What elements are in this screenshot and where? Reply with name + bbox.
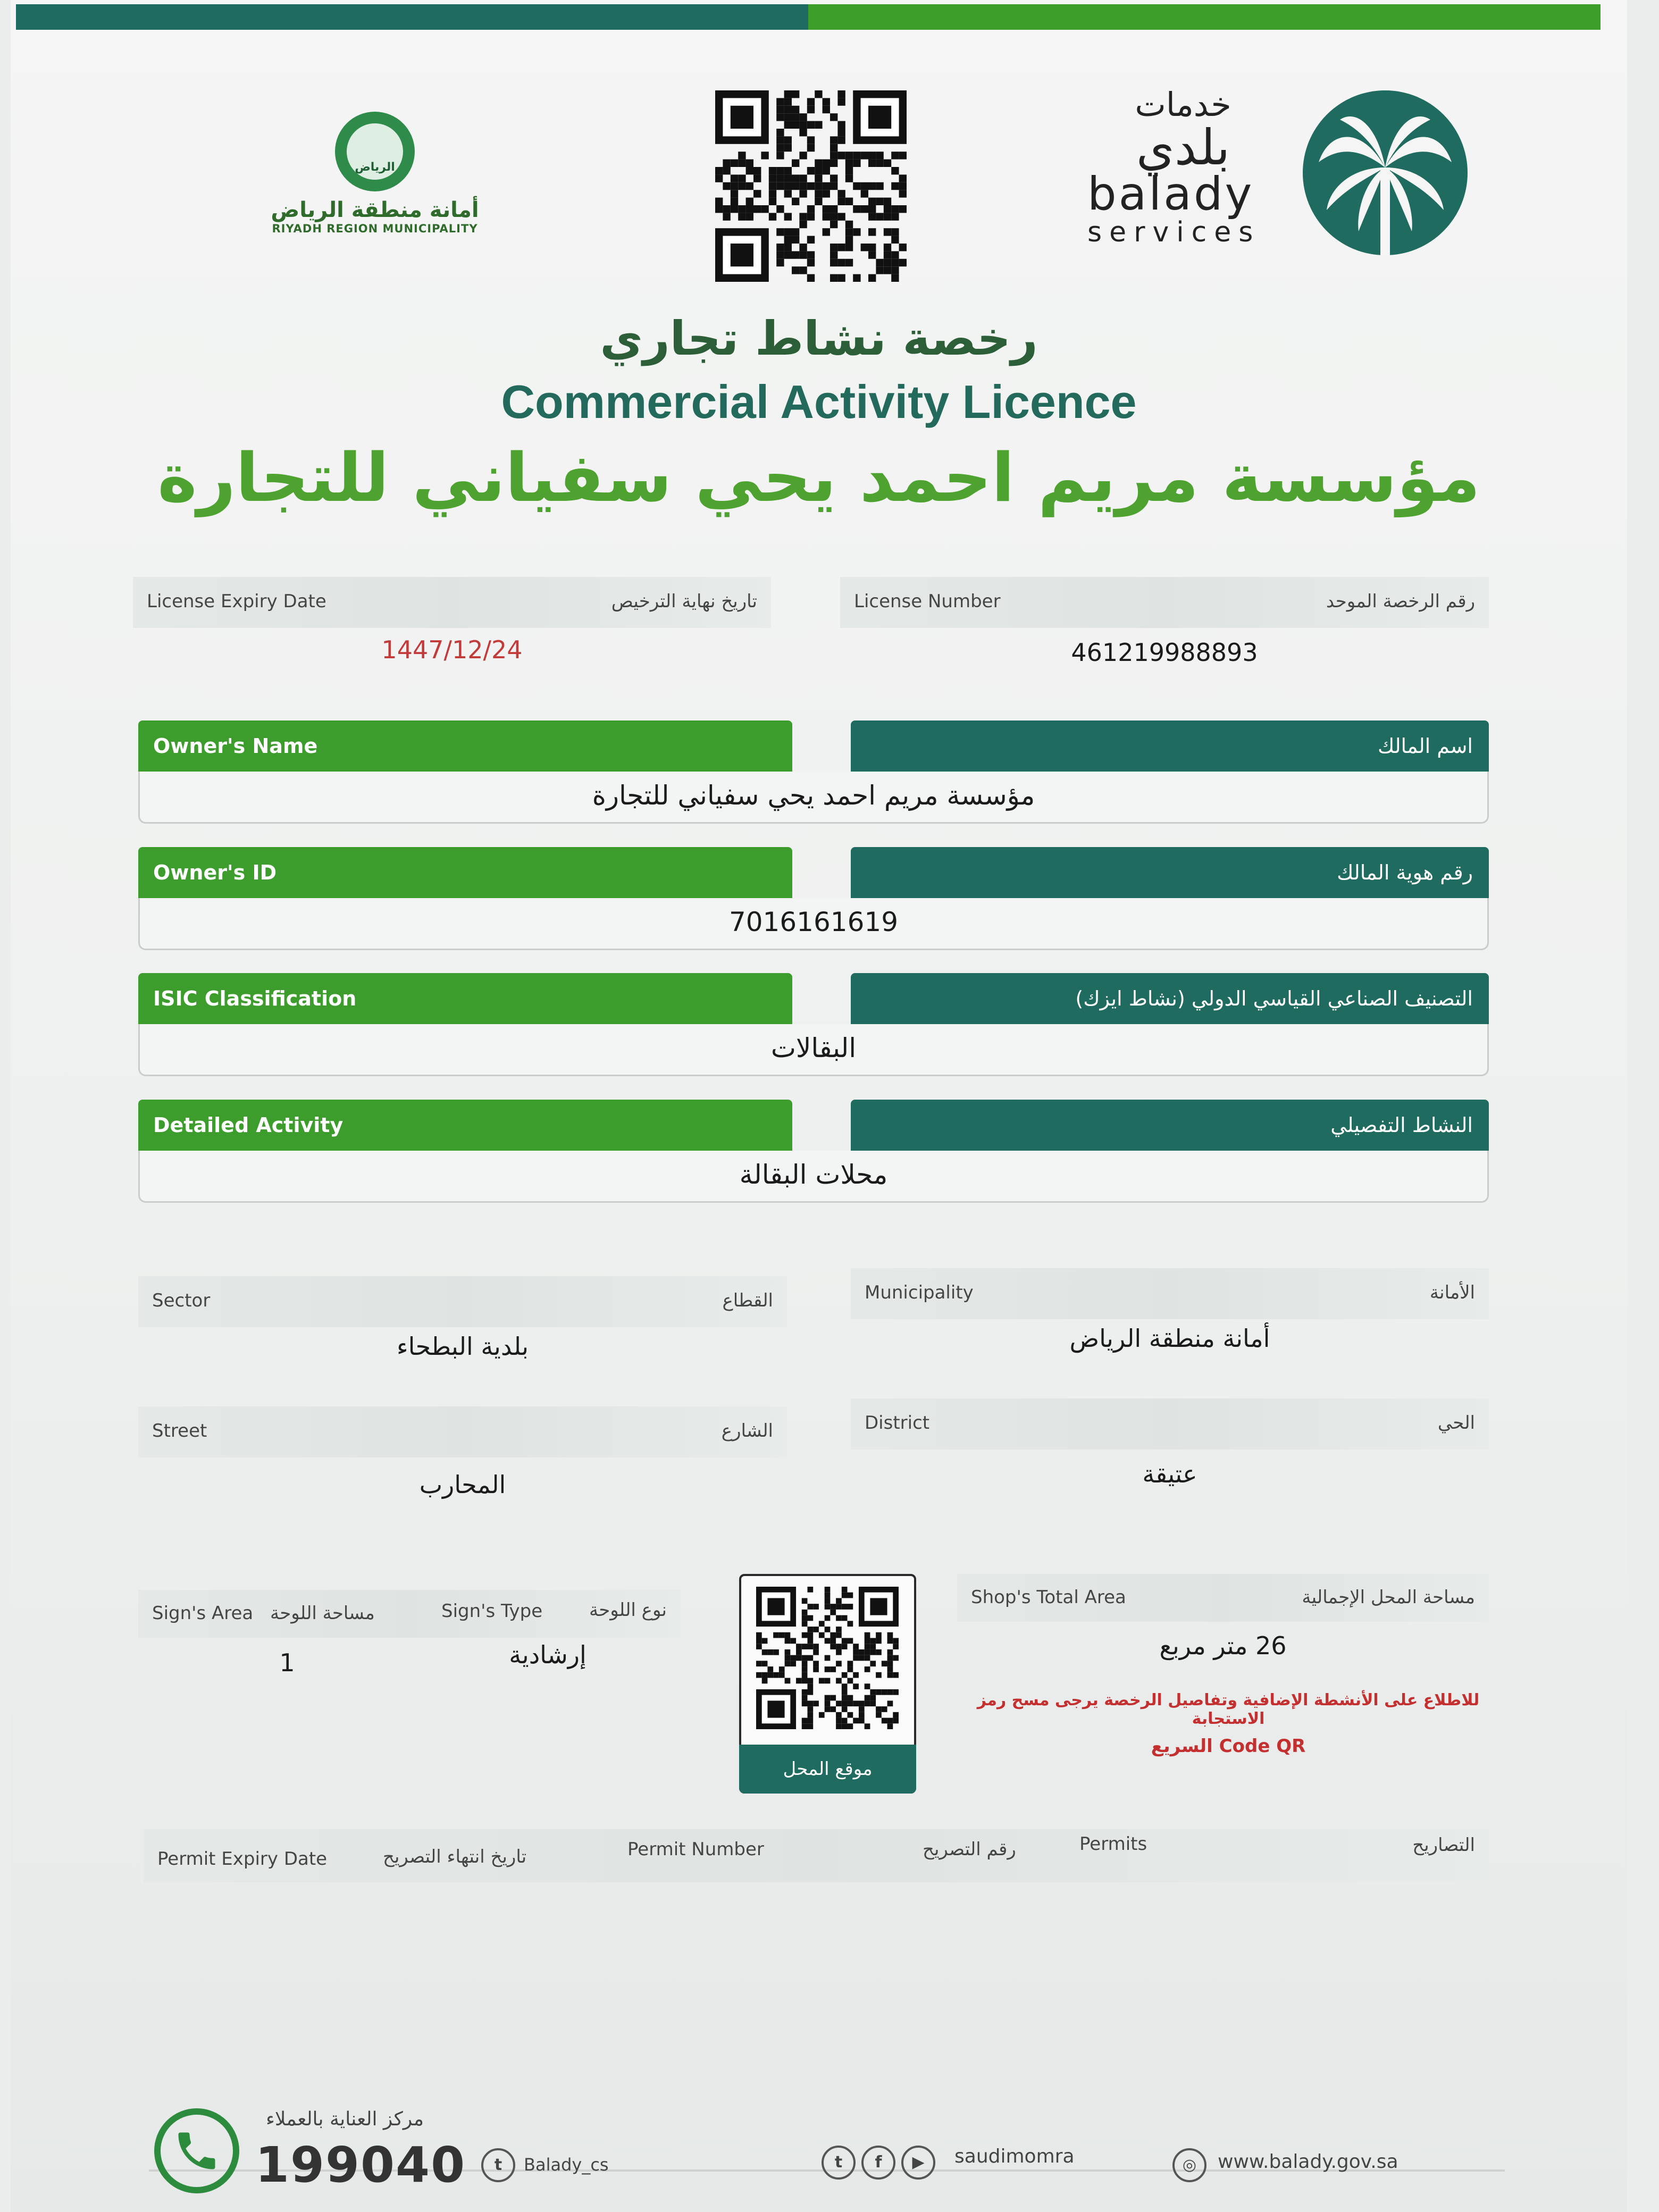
twitter-icon: t [481, 2148, 515, 2182]
permits-label-en: Permits [1079, 1833, 1147, 1855]
riyadh-logo-english: RIYADH REGION MUNICIPALITY [272, 222, 478, 235]
permits-box [144, 1829, 1489, 1882]
balady-services-en: services [1087, 216, 1261, 248]
license-number-value: 461219988893 [1071, 638, 1258, 667]
street-label-ar: الشارع [721, 1420, 773, 1442]
qr-notice [968, 1691, 1489, 1757]
phone-icon [154, 2108, 239, 2193]
sign-area-label-ar: مساحة اللوحة [270, 1603, 375, 1624]
owner-id-label-ar: رقم هوية المالك [851, 847, 1489, 898]
license-title-arabic: رخصة نشاط تجاري [600, 311, 1038, 366]
permit-expiry-label-ar: تاريخ انتهاء التصريح [383, 1846, 527, 1867]
permit-expiry-label-en: Permit Expiry Date [157, 1848, 328, 1870]
balady-en: balady [1087, 167, 1254, 221]
license-expiry-value: 1447/12/24 [381, 635, 523, 664]
detailed-activity-value: محلات البقالة [739, 1159, 888, 1190]
municipality-box [851, 1268, 1489, 1319]
detailed-activity-label-en: Detailed Activity [138, 1100, 792, 1151]
twitter-handle[interactable]: Balady_cs [524, 2155, 609, 2175]
sign-type-value: إرشادية [509, 1640, 586, 1669]
license-document [11, 0, 1627, 2212]
twitter-icon-2: t [822, 2146, 856, 2180]
shop-location-qr[interactable] [739, 1574, 916, 1794]
owner-id-section [138, 847, 1489, 953]
riyadh-logo-arabic: أمانة منطقة الرياض [271, 198, 479, 222]
establishment-name: مؤسسة مريم احمد يحي سفياني للتجارة [157, 439, 1480, 517]
balady-ar-top: خدمات [1135, 85, 1231, 124]
customer-care-number[interactable]: 199040 [255, 2136, 466, 2193]
street-box [138, 1406, 787, 1457]
permit-number-label-ar: رقم التصريح [923, 1839, 1016, 1860]
shop-qr-code-icon[interactable] [756, 1587, 899, 1729]
municipality-label-en: Municipality [865, 1282, 974, 1303]
sector-label-ar: القطاع [722, 1290, 773, 1311]
municipality-label-ar: الأمانة [1429, 1282, 1475, 1303]
detailed-activity-label-ar: النشاط التفصيلي [851, 1100, 1489, 1151]
permits-label-ar: التصاريح [1412, 1834, 1475, 1856]
social-handle[interactable]: saudimomra [954, 2146, 1075, 2167]
sector-label-en: Sector [152, 1290, 211, 1311]
detailed-activity-section [138, 1100, 1489, 1206]
license-qr-code-icon[interactable] [715, 90, 907, 282]
municipality-value: أمانة منطقة الرياض [1069, 1324, 1270, 1353]
street-label-en: Street [152, 1420, 207, 1442]
riyadh-emblem-icon [335, 112, 415, 191]
permit-number-label-en: Permit Number [627, 1839, 764, 1860]
balady-ar: بلدي [1136, 119, 1230, 176]
sign-type-label-ar: نوع اللوحة [589, 1599, 667, 1621]
emblem-text: الرياض [355, 161, 395, 174]
district-value: عتيقة [1142, 1460, 1197, 1488]
qr-notice-line2: Code QR السريع [1151, 1736, 1306, 1757]
license-number-label-en: License Number [854, 591, 1001, 612]
balady-palm-logo-icon [1297, 88, 1473, 258]
globe-icon: ◎ [1172, 2148, 1206, 2182]
balady-services-wordmark [1087, 85, 1279, 261]
sector-value: بلدية البطحاء [396, 1332, 529, 1361]
sign-box [138, 1590, 681, 1638]
shop-area-label-en: Shop's Total Area [971, 1587, 1126, 1608]
owner-name-label-ar: اسم المالك [851, 720, 1489, 772]
license-number-box [840, 577, 1489, 628]
facebook-icon: f [861, 2146, 895, 2180]
youtube-icon: ▶ [901, 2146, 935, 2180]
shop-area-box [957, 1574, 1489, 1622]
owner-name-section [138, 720, 1489, 827]
isic-label-en: ISIC Classification [138, 973, 792, 1024]
website-link[interactable]: www.balady.gov.sa [1218, 2151, 1398, 2173]
license-title-english: Commercial Activity Licence [501, 375, 1137, 428]
isic-label-ar: التصنيف الصناعي القياسي الدولي (نشاط ايزك) [851, 973, 1489, 1024]
district-label-ar: الحي [1437, 1412, 1475, 1434]
license-expiry-label-en: License Expiry Date [147, 591, 326, 612]
sector-box [138, 1276, 787, 1327]
top-color-bar [16, 4, 1601, 30]
riyadh-municipality-logo [266, 112, 484, 255]
district-label-en: District [865, 1412, 930, 1434]
shop-area-label-ar: مساحة المحل الإجمالية [1302, 1587, 1475, 1608]
isic-value: البقالات [770, 1033, 857, 1063]
license-number-label-ar: رقم الرخصة الموحد [1326, 591, 1475, 612]
district-box [851, 1398, 1489, 1449]
owner-name-label-en: Owner's Name [138, 720, 792, 772]
shop-location-label: موقع المحل [739, 1745, 916, 1794]
license-expiry-box [133, 577, 771, 628]
customer-care-label: مركز العناية بالعملاء [266, 2108, 424, 2130]
license-expiry-label-ar: تاريخ نهاية الترخيص [611, 591, 757, 612]
isic-section [138, 973, 1489, 1079]
sign-area-value: 1 [279, 1648, 295, 1677]
owner-id-value: 7016161619 [728, 907, 899, 937]
sign-type-label-en: Sign's Type [441, 1601, 543, 1622]
owner-name-value: مؤسسة مريم احمد يحي سفياني للتجارة [592, 780, 1035, 811]
shop-area-value: 26 متر مربع [1159, 1631, 1287, 1660]
owner-id-label-en: Owner's ID [138, 847, 792, 898]
qr-notice-line1: للاطلاع على الأنشطة الإضافية وتفاصيل الرخصة يرجى مسح رمز الاستجابة [977, 1691, 1480, 1728]
street-value: المحارب [419, 1470, 506, 1499]
sign-area-label-en: Sign's Area [152, 1603, 254, 1624]
